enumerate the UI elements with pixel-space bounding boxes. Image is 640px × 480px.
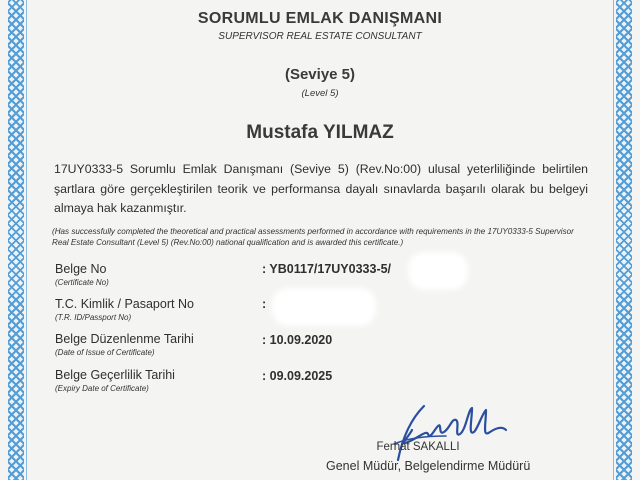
certificate-title: SORUMLU EMLAK DANIŞMANI: [197, 10, 443, 27]
field-label: Belge Geçerlilik Tarihi: [55, 368, 175, 382]
border-line-right: [613, 0, 614, 480]
holder-name: Mustafa YILMAZ: [246, 122, 394, 143]
field-certificate-no: [55, 262, 109, 287]
certificate-no-value: : YB0117/17UY0333-5/: [262, 262, 392, 276]
signature-graphic: [368, 400, 508, 464]
level-label-en: (Level 5): [301, 88, 339, 99]
field-label: Belge No: [55, 262, 107, 276]
signer-title: Genel Müdür, Belgelendirme Müdürü: [326, 459, 531, 473]
field-label-en: (Date of Issue of Certificate): [55, 348, 155, 357]
border-line-left: [26, 0, 27, 480]
field-expiry-date: [55, 368, 175, 393]
field-label-en: (T.R. ID/Passport No): [55, 313, 132, 322]
decorative-border-left: [8, 0, 24, 480]
redaction-blur: [412, 256, 464, 286]
certificate-subtitle: SUPERVISOR REAL ESTATE CONSULTANT: [218, 31, 422, 42]
level-label: (Seviye 5): [284, 66, 356, 83]
redaction-blur: [276, 292, 372, 322]
description-paragraph: 17UY0333-5 Sorumlu Emlak Danışmanı (Seviye 5) (Rev.No:00) ulusal yeterliliğinde belirtilen şartlara göre gerçekleştirilen teorik ve performansa dayalı sınavlarda başarılı olarak bu belgeyi almaya hak kazanmıştır.: [54, 162, 588, 215]
certificate-body: [30, 0, 610, 480]
decorative-border-right: [616, 0, 632, 480]
field-label: Belge Düzenlenme Tarihi: [55, 332, 194, 346]
field-issue-date: [55, 332, 194, 357]
signer-name: Ferhat SAKALLI: [376, 441, 460, 453]
description-paragraph-en: (Has successfully completed the theoretical and practical assessments performed in accordance with requirements in the 17UY0333-5 Supervisor Real Estate Consultant (Level 5) (Rev.No:00) national qualification and is awarded this certificate.): [52, 227, 574, 247]
issue-date-value: : 10.09.2020: [262, 333, 333, 347]
field-label-en: (Expiry Date of Certificate): [55, 384, 149, 393]
field-id-no: [55, 297, 194, 322]
expiry-date-value: : 09.09.2025: [262, 369, 333, 383]
id-no-value: :: [262, 297, 267, 311]
field-label: T.C. Kimlik / Pasaport No: [55, 297, 194, 311]
field-label-en: (Certificate No): [55, 278, 109, 287]
